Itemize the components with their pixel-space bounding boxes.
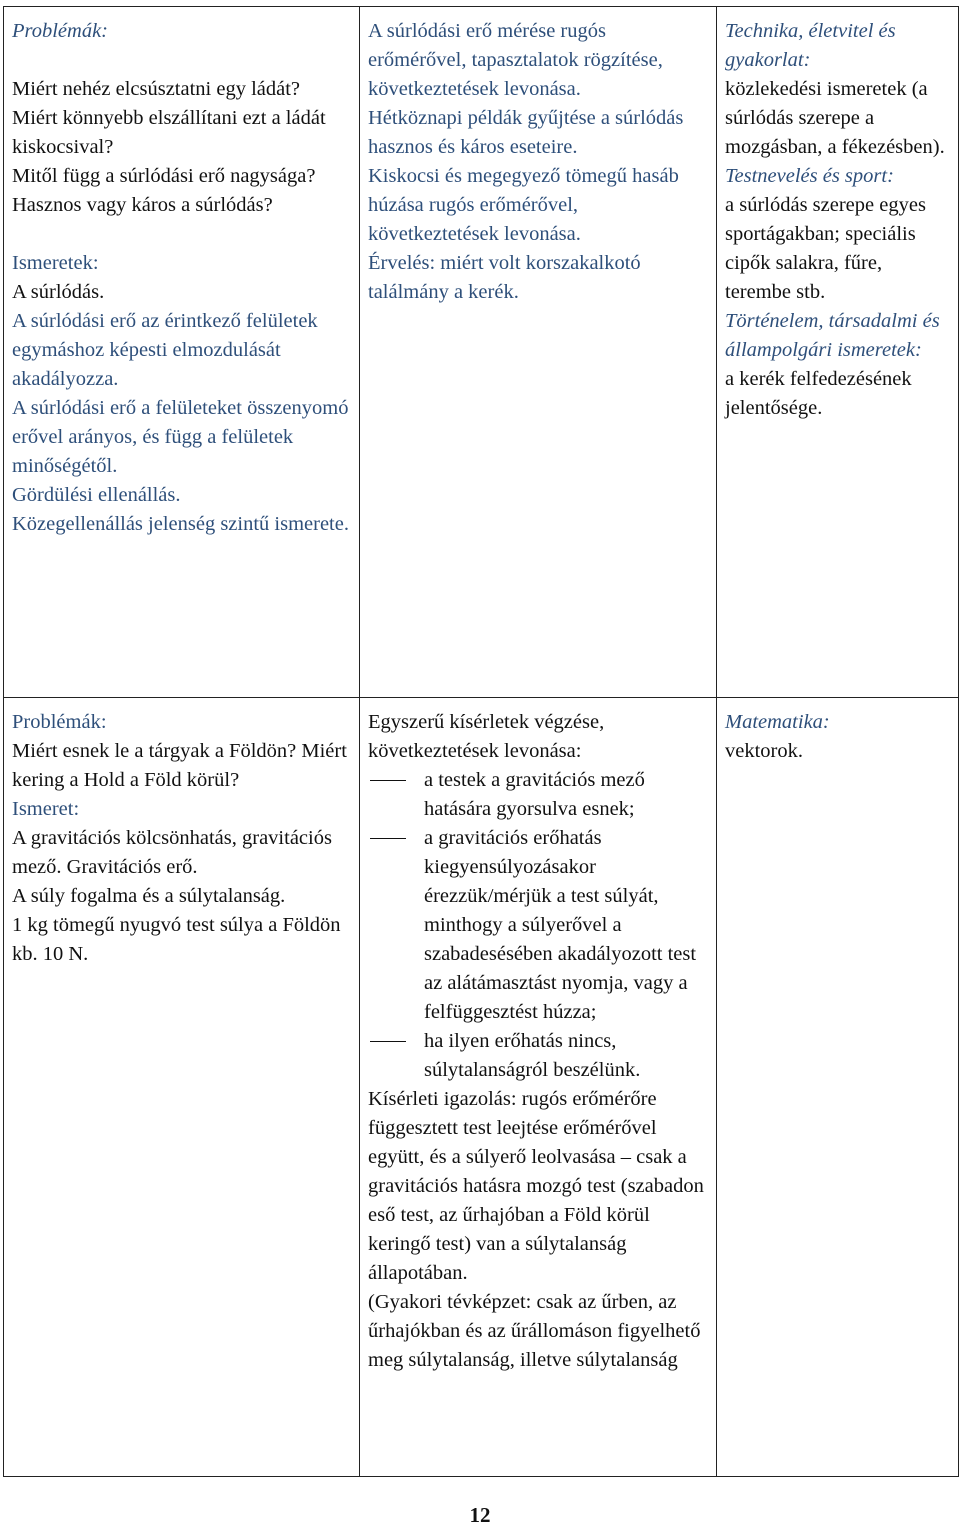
table-row [4,7,959,698]
page-number: 12 [469,1503,491,1527]
subject-text: közlekedési ismeretek (a súrlódás szerepe a mozgásban, a fékezésben). [725,78,945,158]
problems-knowledge-cell [4,7,360,698]
subject-text: a kerék felfedezésének jelentősége. [725,368,912,419]
problems-heading: Problémák: [12,711,107,733]
knowledge-item: A súrlódás. [12,281,105,303]
list-item: ha ilyen erőhatás nincs, súlytalanságról beszélünk. [368,1027,708,1085]
connections-cell [717,7,959,698]
problems-knowledge-cell [4,698,360,1477]
knowledge-item: A súly fogalma és a súlytalanság. [12,885,286,907]
list-item: a gravitációs erőhatás kiegyensúlyozásakor érezzük/mérjük a test súlyát, minthogy a súlyerővel a szabadesésében akadályozott test az alátámasztást nyomja, vagy a felfüggesztést húzza; [368,824,708,1027]
knowledge-item: Gördülési ellenállás. [12,484,181,506]
connections-cell [717,698,959,1477]
activity-bullets [368,766,708,1085]
subject-label: Testnevelés és sport: [725,165,894,187]
problem-item: Mitől függ a súrlódási erő nagysága? [12,165,316,187]
misconception-text: (Gyakori tévképzet: csak az űrben, az űrhajókban és az űrállomáson figyelhető meg súlytalanság, illetve súlytalanság [368,1291,701,1371]
activity-item: Kiskocsi és megegyező tömegű hasáb húzása rugós erőmérővel, következtetések levonása. [368,165,679,245]
subject-label: Történelem, társadalmi és állampolgári ismeretek: [725,310,940,361]
activity-item: Érvelés: miért volt korszakalkotó találmány a kerék. [368,252,641,303]
problem-item: Miért nehéz elcsúsztatni egy ládát? [12,78,301,100]
curriculum-table [3,6,959,1477]
knowledge-heading: Ismeret: [12,798,80,820]
subject-label: Matematika: [725,711,830,733]
knowledge-item: A súrlódási erő a felületeket összenyomó erővel arányos, és függ a felületek minőségétől. [12,397,349,477]
knowledge-heading: Ismeretek: [12,252,99,274]
activity-item: Hétköznapi példák gyűjtése a súrlódás hasznos és káros eseteire. [368,107,684,158]
list-item: a testek a gravitációs mező hatására gyorsulva esnek; [368,766,708,824]
subject-text: vektorok. [725,740,803,762]
table-row [4,698,959,1477]
problems-heading: Problémák: [12,20,109,42]
problem-item: Miért könnyebb elszállítani ezt a ládát kiskocsival? [12,107,326,158]
problem-item: Miért esnek le a tárgyak a Földön? Miért kering a Hold a Föld körül? [12,740,347,791]
knowledge-item: A gravitációs kölcsönhatás, gravitációs mező. Gravitációs erő. [12,827,332,878]
knowledge-item: 1 kg tömegű nyugvó test súlya a Földön kb. 10 N. [12,914,341,965]
activity-intro: Egyszerű kísérletek végzése, következtetések levonása: [368,711,605,762]
activities-cell [360,7,717,698]
activity-item: A súrlódási erő mérése rugós erőmérővel, tapasztalatok rögzítése, következtetések levonása. [368,20,663,100]
knowledge-item: Közegellenállás jelenség szintű ismerete. [12,513,349,535]
problem-item: Hasznos vagy káros a súrlódás? [12,194,273,216]
knowledge-item: A súrlódási erő az érintkező felületek egymáshoz képesti elmozdulását akadályozza. [12,310,318,390]
subject-label: Technika, életvitel és gyakorlat: [725,20,896,71]
experiment-text: Kísérleti igazolás: rugós erőmérőre függesztett test leejtése erőmérővel együtt, és a súlyerő leolvasása – csak a gravitációs hatásra mozgó test (szabadon eső test, az űrhajóban a Föld körül keringő test) van a súlytalanság állapotában. [368,1088,704,1284]
subject-text: a súrlódás szerepe egyes sportágakban; speciális cipők salakra, fűre, terembe stb. [725,194,926,303]
activities-cell [360,698,717,1477]
